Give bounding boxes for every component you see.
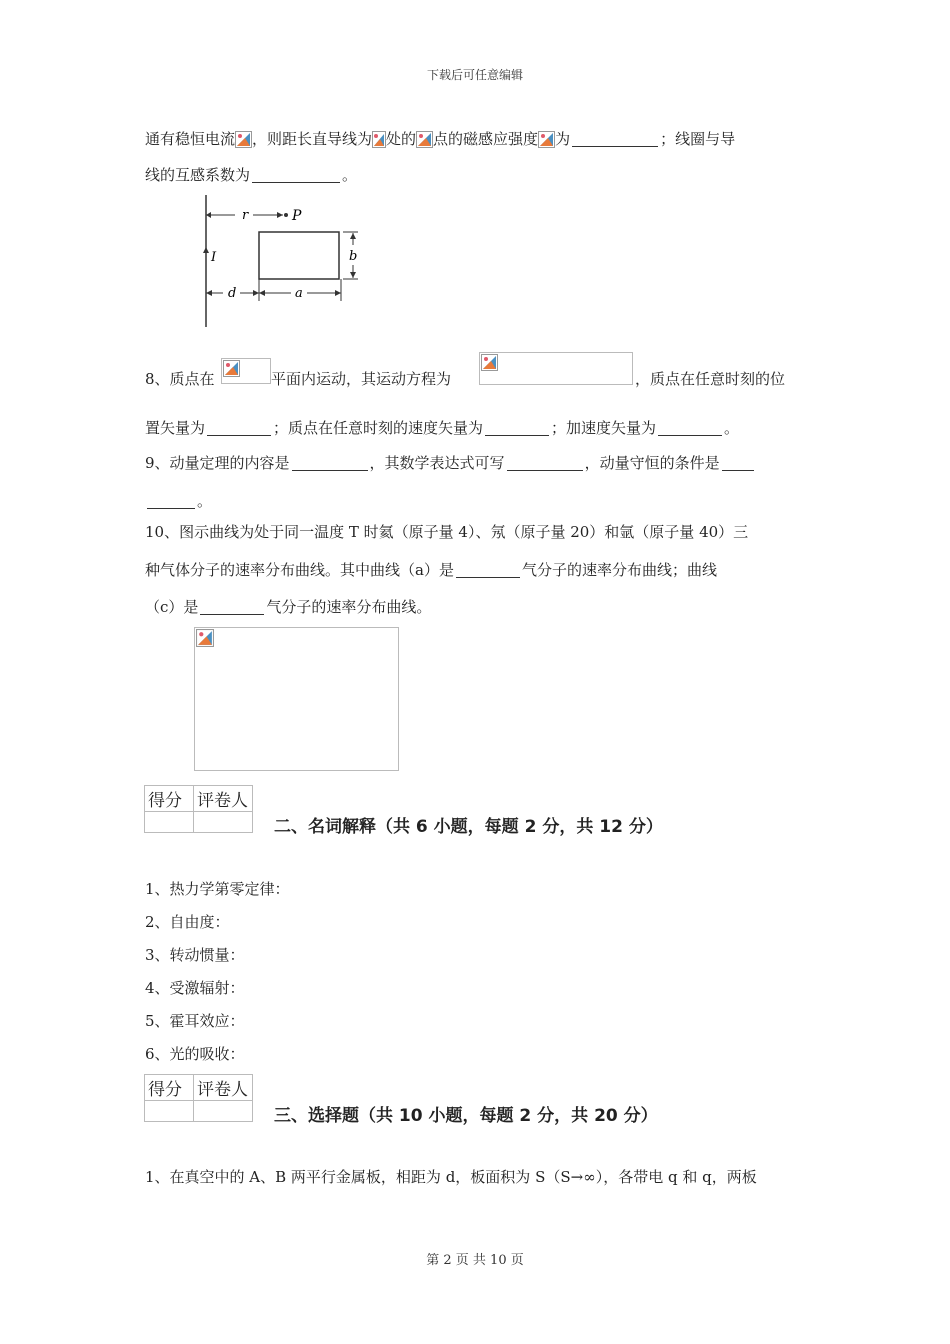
grader-header: 评卷人 xyxy=(194,786,253,812)
answer-blank[interactable] xyxy=(722,456,754,471)
q7-text-1: 通有稳恒电流 xyxy=(145,130,236,148)
label-d: d xyxy=(228,286,237,301)
q7-text-3: 处的 xyxy=(386,130,417,148)
answer-blank[interactable] xyxy=(507,456,583,471)
q10-text-2b: 气分子的速率分布曲线；曲线 xyxy=(521,561,717,579)
definition-item: 5、霍耳效应： xyxy=(145,1012,245,1030)
answer-blank[interactable] xyxy=(292,456,368,471)
broken-image-icon xyxy=(196,629,214,647)
grader-cell[interactable] xyxy=(194,1101,253,1122)
inline-image-frame xyxy=(221,358,271,384)
q10-line1: 10、图示曲线为处于同一温度 T 时氦（原子量 4）、氖（原子量 20）和氩（原子量 40）三 xyxy=(145,523,749,541)
label-p: P xyxy=(292,208,302,224)
inline-image-frame xyxy=(479,352,633,385)
q8-text-5: ；质点在任意时刻的速度矢量为 xyxy=(273,419,484,437)
label-a: a xyxy=(295,286,303,301)
section2-title: 二、名词解释（共 6 小题，每题 2 分，共 12 分） xyxy=(274,817,663,837)
label-r: r xyxy=(242,208,249,223)
q8-text-4: 置矢量为 xyxy=(145,419,206,437)
score-header: 得分 xyxy=(145,1075,194,1101)
broken-image-icon xyxy=(416,131,433,148)
label-i: I xyxy=(211,250,217,265)
definition-item: 1、热力学第零定律： xyxy=(145,880,290,898)
answer-blank[interactable] xyxy=(658,421,722,436)
q7-text-6: ；线圈与导 xyxy=(660,130,736,148)
answer-blank[interactable] xyxy=(456,563,520,578)
answer-blank[interactable] xyxy=(147,494,195,509)
score-header: 得分 xyxy=(145,786,194,812)
q8-text-7: 。 xyxy=(724,419,740,437)
q9-text-3: ，动量守恒的条件是 xyxy=(584,454,720,472)
definition-item: 3、转动惯量： xyxy=(145,946,245,964)
q7-text-7: 线的互感系数为 xyxy=(145,166,251,184)
coil-rectangle xyxy=(259,232,339,279)
definition-item: 6、光的吸收： xyxy=(145,1045,245,1063)
q7-text-4: 点的磁感应强度 xyxy=(433,130,539,148)
answer-blank[interactable] xyxy=(572,132,658,147)
wire-loop-figure xyxy=(195,193,365,329)
q8-text-6: ；加速度矢量为 xyxy=(551,419,657,437)
definition-item: 4、受激辐射： xyxy=(145,979,245,997)
answer-blank[interactable] xyxy=(252,168,340,183)
label-b: b xyxy=(349,249,358,264)
speed-distribution-image-frame xyxy=(194,627,399,771)
q9-line1 xyxy=(145,452,756,473)
q10-text-3b: 气分子的速率分布曲线。 xyxy=(266,598,432,616)
section3-title: 三、选择题（共 10 小题，每题 2 分，共 20 分） xyxy=(274,1106,658,1126)
score-cell[interactable] xyxy=(145,812,194,833)
q7-text-2: ，则距长直导线为 xyxy=(252,130,373,148)
answer-blank[interactable] xyxy=(207,421,271,436)
grader-header: 评卷人 xyxy=(194,1075,253,1101)
answer-blank[interactable] xyxy=(485,421,549,436)
broken-image-icon xyxy=(223,360,240,377)
definition-item: 2、自由度： xyxy=(145,913,230,931)
q9-text-4: 。 xyxy=(197,492,213,510)
q8-text-2: 平面内运动，其运动方程为 xyxy=(271,370,452,388)
choice-question-1: 1、在真空中的 A、B 两平行金属板，相距为 d，板面积为 S（S→∞），各带电 q 和 q，两板 xyxy=(145,1168,757,1186)
q8-line2 xyxy=(145,417,739,438)
broken-image-icon xyxy=(481,354,498,371)
q7-line2 xyxy=(145,164,357,185)
q10-line3 xyxy=(145,596,431,617)
q8-text-3: ，质点在任意时刻的位 xyxy=(635,370,786,388)
q7-line1 xyxy=(145,128,735,149)
broken-image-icon xyxy=(372,131,386,148)
q9-line2 xyxy=(145,490,212,511)
score-cell[interactable] xyxy=(145,1101,194,1122)
q10-text-3a: （c）是 xyxy=(145,598,199,616)
q10-text-2a: 种气体分子的速率分布曲线。其中曲线（a）是 xyxy=(145,561,454,579)
broken-image-icon xyxy=(235,131,252,148)
q8-line1 xyxy=(145,352,815,386)
q7-text-8: 。 xyxy=(342,166,358,184)
q7-text-5: 为 xyxy=(555,130,571,148)
q10-line2 xyxy=(145,559,717,580)
page-footer: 第 2 页 共 10 页 xyxy=(426,1253,524,1268)
score-table xyxy=(144,1074,253,1122)
answer-blank[interactable] xyxy=(200,600,264,615)
grader-cell[interactable] xyxy=(194,812,253,833)
q9-text-2: ，其数学表达式可写 xyxy=(369,454,505,472)
point-p xyxy=(284,213,288,217)
broken-image-icon xyxy=(538,131,555,148)
score-table xyxy=(144,785,253,833)
q9-text-1: 9、动量定理的内容是 xyxy=(145,454,290,472)
page-header: 下载后可任意编辑 xyxy=(426,68,523,82)
q8-text-1: 8、质点在 xyxy=(145,370,215,388)
